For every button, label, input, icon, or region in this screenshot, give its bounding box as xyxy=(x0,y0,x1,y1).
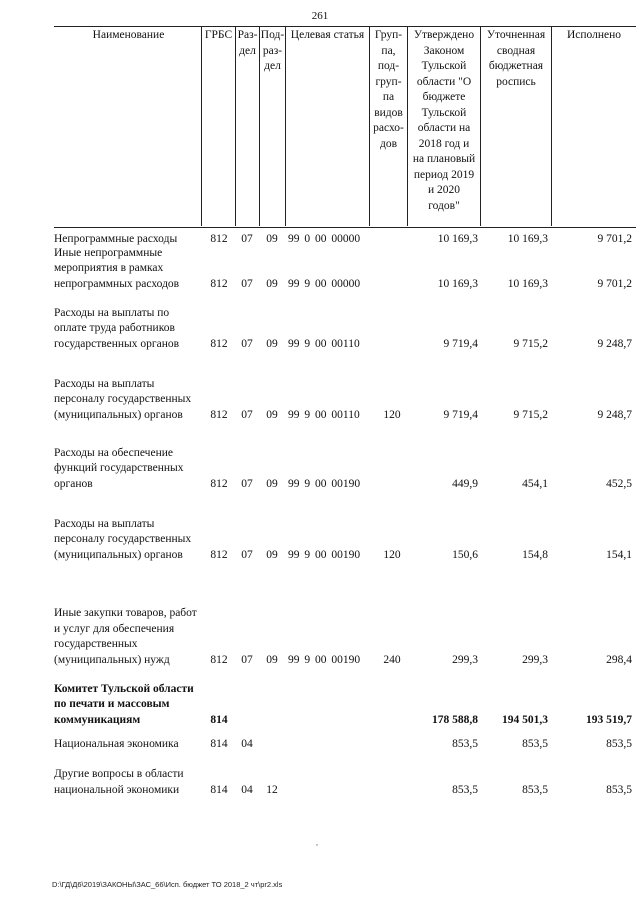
cell-name: Расходы на выплаты персоналу государственных (муниципальных) органов xyxy=(54,377,192,421)
cell-name: Национальная экономика xyxy=(54,737,179,750)
cell-refined: 853,5 xyxy=(522,737,548,750)
cell-refined: 853,5 xyxy=(522,783,548,796)
cell-grbs: 812 xyxy=(210,337,228,350)
header-podrazdel: Под- раз- дел xyxy=(260,29,285,72)
cell-name: Иные закупки товаров, работ и услуг для обеспечения государственных (муниципальных) нужд xyxy=(54,607,197,666)
header-approved: Утверждено Законом Тульской области "О бюджете Тульской области на 2018 год и на плановый период 2019 и 2020 годов" xyxy=(412,29,476,212)
cell-approved: 853,5 xyxy=(452,737,478,750)
header-target: Целевая статья xyxy=(290,29,365,41)
cell-target: 99 9 00 00110 xyxy=(288,408,360,421)
cell-group: 240 xyxy=(383,653,401,666)
cell-razdel: 04 xyxy=(241,737,253,750)
cell-podrazdel: 09 xyxy=(266,232,278,245)
cell-approved: 853,5 xyxy=(452,783,478,796)
cell-executed: 452,5 xyxy=(606,477,632,490)
header-executed: Исполнено xyxy=(566,29,622,41)
cell-razdel: 04 xyxy=(241,783,253,796)
cell-refined: 10 169,3 xyxy=(507,232,548,245)
cell-name: Расходы на выплаты персоналу государственных (муниципальных) органов xyxy=(54,517,192,561)
cell-refined: 194 501,3 xyxy=(502,713,548,726)
cell-target: 99 9 00 00190 xyxy=(288,653,361,666)
cell-executed: 9 248,7 xyxy=(597,408,632,421)
cell-razdel: 07 xyxy=(241,277,253,290)
header-refined: Уточненная сводная бюджетная роспись xyxy=(486,29,546,88)
header-grbs: ГРБС xyxy=(204,29,233,41)
cell-podrazdel: 09 xyxy=(266,408,278,421)
cell-razdel: 07 xyxy=(241,653,253,666)
cell-podrazdel: 09 xyxy=(266,337,278,350)
cell-target: 99 0 00 00000 xyxy=(288,232,361,245)
cell-grbs: 812 xyxy=(210,548,228,561)
header-razdel: Раз- дел xyxy=(237,29,258,57)
cell-approved: 10 169,3 xyxy=(437,232,478,245)
cell-razdel: 07 xyxy=(241,232,253,245)
cell-target: 99 9 00 00190 xyxy=(288,548,361,561)
cell-podrazdel: 09 xyxy=(266,477,278,490)
cell-approved: 449,9 xyxy=(452,477,478,490)
cell-group: 120 xyxy=(383,548,401,561)
cell-podrazdel: 09 xyxy=(266,548,278,561)
cell-target: 99 9 00 00000 xyxy=(288,277,361,290)
scan-mark: , xyxy=(316,838,318,847)
cell-executed: 853,5 xyxy=(606,737,632,750)
cell-executed: 853,5 xyxy=(606,783,632,796)
cell-name: Другие вопросы в области национальной экономики xyxy=(54,768,184,796)
cell-approved: 299,3 xyxy=(452,653,478,666)
cell-name: Непрограммные расходы xyxy=(54,232,178,245)
cell-executed: 154,1 xyxy=(606,548,632,561)
cell-podrazdel: 12 xyxy=(266,783,278,796)
cell-refined: 9 715,2 xyxy=(513,337,548,350)
cell-approved: 10 169,3 xyxy=(437,277,478,290)
cell-grbs: 812 xyxy=(210,408,228,421)
cell-target: 99 9 00 00190 xyxy=(288,477,361,490)
cell-name: Иные непрограммные мероприятия в рамках непрограммных расходов xyxy=(54,246,180,290)
cell-grbs: 812 xyxy=(210,477,228,490)
cell-approved: 178 588,8 xyxy=(432,713,478,726)
cell-razdel: 07 xyxy=(241,548,253,561)
cell-razdel: 07 xyxy=(241,337,253,350)
cell-refined: 454,1 xyxy=(522,477,548,490)
cell-razdel: 07 xyxy=(241,477,253,490)
cell-refined: 299,3 xyxy=(522,653,548,666)
cell-executed: 9 701,2 xyxy=(597,232,632,245)
cell-name: Расходы на обеспечение функций государственных органов xyxy=(54,446,184,490)
cell-name: Комитет Тульской области по печати и массовым коммуникациям xyxy=(54,682,194,726)
cell-podrazdel: 09 xyxy=(266,277,278,290)
cell-grbs: 812 xyxy=(210,232,228,245)
cell-approved: 9 719,4 xyxy=(443,408,478,421)
cell-grbs: 814 xyxy=(210,737,228,750)
cell-name: Расходы на выплаты по оплате труда работников государственных органов xyxy=(54,306,180,350)
cell-refined: 154,8 xyxy=(522,548,548,561)
cell-executed: 9 701,2 xyxy=(597,277,632,290)
footer-file-path: D:\ГД\Д6\2019\ЗАКОНЫ\ЗАС_66\Исп. бюджет ТО 2018_2 чт\pr2.xls xyxy=(52,880,283,889)
cell-executed: 193 519,7 xyxy=(586,713,632,726)
page-number: 261 xyxy=(311,10,329,22)
cell-grbs: 814 xyxy=(210,713,228,726)
cell-grbs: 812 xyxy=(210,653,228,666)
cell-approved: 9 719,4 xyxy=(443,337,478,350)
cell-grbs: 812 xyxy=(210,277,228,290)
cell-razdel: 07 xyxy=(241,408,253,421)
cell-refined: 10 169,3 xyxy=(507,277,548,290)
cell-approved: 150,6 xyxy=(452,548,478,561)
cell-target: 99 9 00 00110 xyxy=(288,337,360,350)
cell-podrazdel: 09 xyxy=(266,653,278,666)
cell-refined: 9 715,2 xyxy=(513,408,548,421)
cell-grbs: 814 xyxy=(210,783,228,796)
header-group: Груп- па, под- груп- па видов расхо- дов xyxy=(373,29,404,150)
cell-executed: 298,4 xyxy=(606,653,632,666)
cell-executed: 9 248,7 xyxy=(597,337,632,350)
cell-group: 120 xyxy=(383,408,401,421)
header-name: Наименование xyxy=(92,29,165,41)
